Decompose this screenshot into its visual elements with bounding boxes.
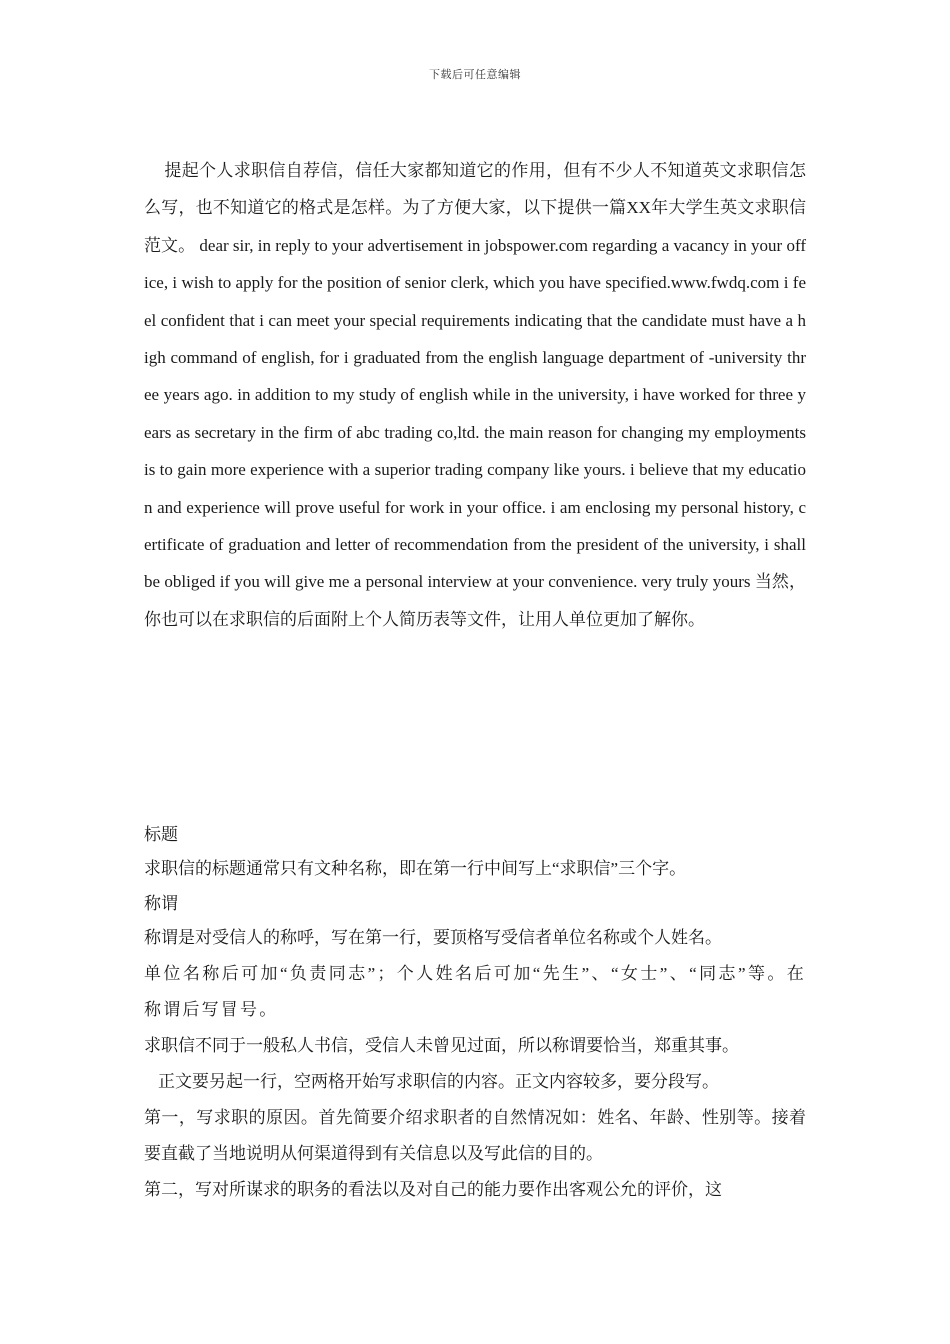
title-body: 求职信的标题通常只有文种名称，即在第一行中间写上“求职信”三个字。 xyxy=(144,859,687,878)
intro-text: 提起个人求职信自荐信，信任大家都知道它的作用，但有不少人不知道英文求职信怎么写，也不知道它的格式是怎样。为了方便大家，以下提供一篇XX年大学生英文求职信范文。 dear sir, in reply to your advertisement in jobspower.com regarding a vacancy in your office, i wish to apply for the position of senior clerk, which you have specified.www.fwdq.com i feel confident that i can meet your special requirements indicating that the candidate must have a high command of english, for i graduated from the english language department of -university three years ago. in addition to my study of english while in the university, i have worked for three years as secretary in the firm of abc trading co,ltd. the main reason for changing my employments is to gain more experience with a superior trading company like yours. i believe that my education and experience will prove useful for work in your office. i am enclosing my personal history, certificate of graduation and letter of recommendation from the president of the university, i shall be obliged if you will give me a personal interview at your convenience. very truly yours 当然，你也可以在求职信的后面附上个人简历表等文件，让用人单位更加了解你。 xyxy=(144,161,806,629)
salutation-body-1: 称谓是对受信人的称呼，写在第一行，要顶格写受信者单位名称或个人姓名。 xyxy=(144,928,722,947)
intro-paragraph xyxy=(144,152,806,638)
salutation-heading: 称谓 xyxy=(144,894,178,913)
title-heading: 标题 xyxy=(144,825,178,844)
salutation-body-3: 求职信不同于一般私人书信，受信人未曾见过面，所以称谓要恰当，郑重其事。 xyxy=(144,1036,739,1055)
header-note: 下载后可任意编辑 xyxy=(429,69,521,81)
point-2: 第二，写对所谋求的职务的看法以及对自己的能力要作出客观公允的评价，这 xyxy=(144,1180,722,1199)
point-1: 第一，写求职的原因。首先简要介绍求职者的自然情况如：姓名、年龄、性别等。接着要直截了当地说明从何渠道得到有关信息以及写此信的目的。 xyxy=(144,1108,806,1163)
format-guide-section xyxy=(144,818,806,1208)
body-intro: 正文要另起一行，空两格开始写求职信的内容。正文内容较多，要分段写。 xyxy=(158,1072,719,1091)
salutation-body-2: 单位名称后可加“负责同志”；个人姓名后可加“先生”、“女士”、“同志”等。在称谓后写冒号。 xyxy=(144,964,806,1019)
